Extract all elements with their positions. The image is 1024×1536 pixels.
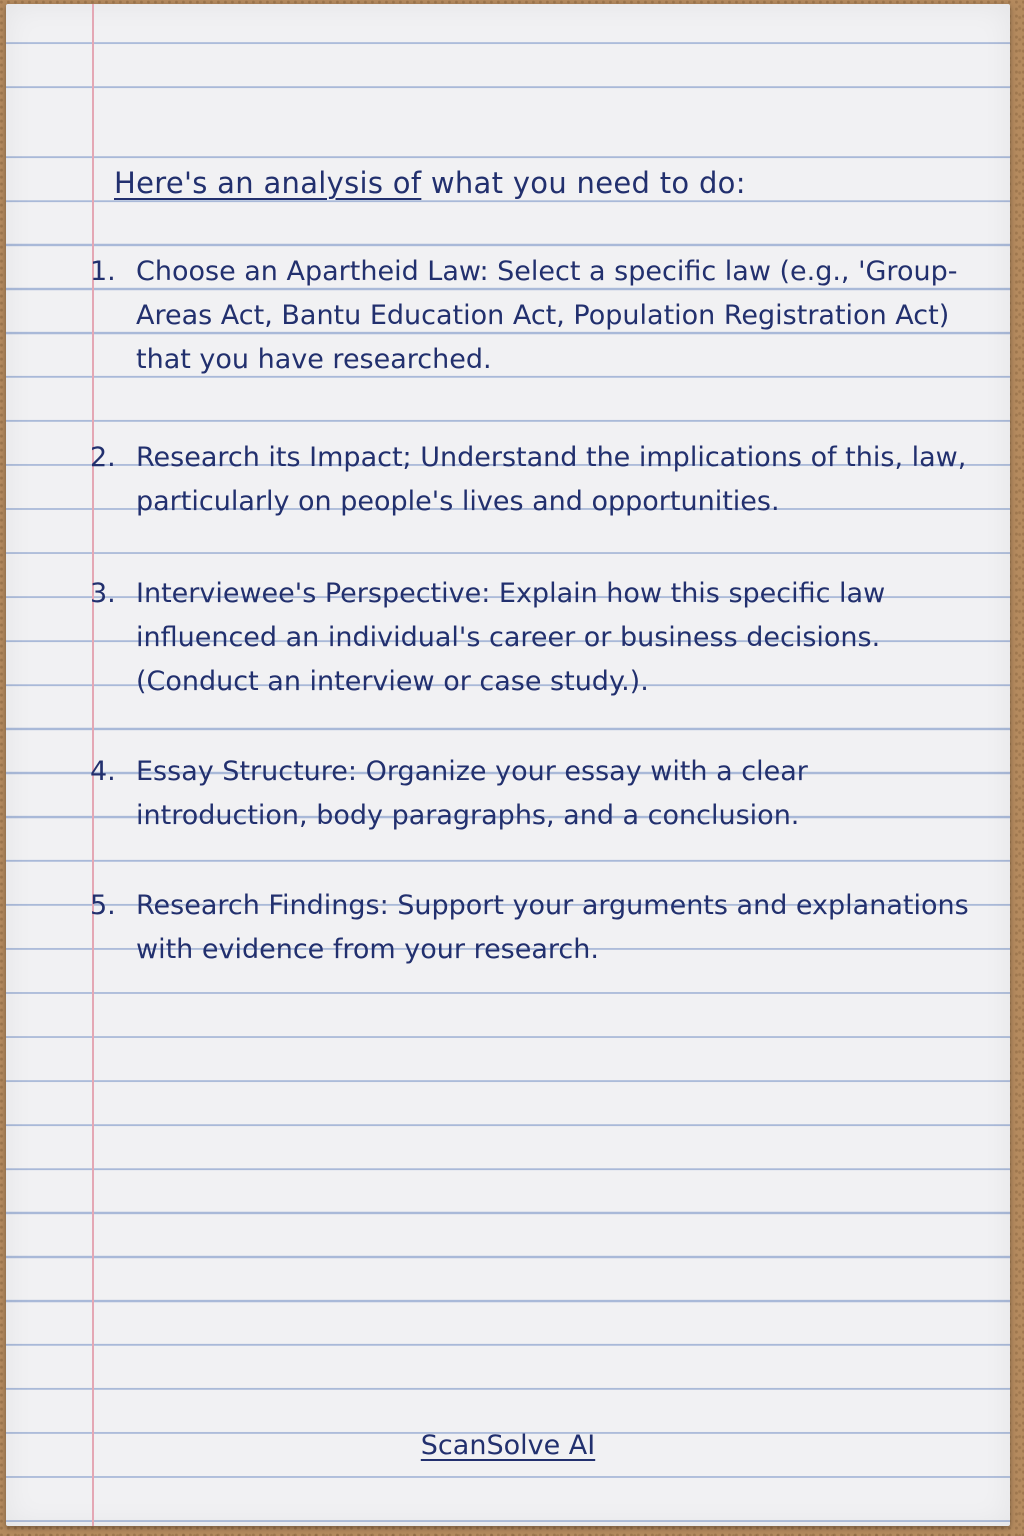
list-item-5	[90, 884, 970, 972]
note-heading	[114, 166, 746, 200]
heading-text: what you need to do:	[421, 166, 746, 200]
item-number: 2.	[90, 442, 116, 473]
item-number: 4.	[90, 756, 116, 787]
list-item-2	[90, 436, 970, 524]
list-item-1	[90, 250, 970, 382]
heading-underlined-text: Here's an analysis of	[114, 166, 422, 200]
list-item-3	[90, 572, 970, 704]
item-text: Research its Impact; Understand the implications of this, law, particularly on people's lives and opportunities.	[136, 442, 967, 517]
item-text: Research Findings: Support your arguments and explanations with evidence from your research.	[136, 890, 969, 965]
item-number: 5.	[90, 890, 116, 921]
item-number: 3.	[90, 578, 116, 609]
notebook-page	[6, 4, 1010, 1526]
list-item-4	[90, 750, 970, 838]
item-text: Essay Structure: Organize your essay with a clear introduction, body paragraphs, and a conclusion.	[136, 756, 808, 831]
item-text: Choose an Apartheid Law: Select a specific law (e.g., 'Group-Areas Act, Bantu Education Act, Population Registration Act) that you have researched.	[136, 256, 958, 375]
item-number: 1.	[90, 256, 116, 287]
handwritten-note	[6, 4, 1010, 1526]
footer-brand: ScanSolve AI	[420, 1430, 596, 1461]
item-text: Interviewee's Perspective: Explain how this specific law influenced an individual's career or business decisions. (Conduct an interview or case study.).	[136, 578, 886, 697]
